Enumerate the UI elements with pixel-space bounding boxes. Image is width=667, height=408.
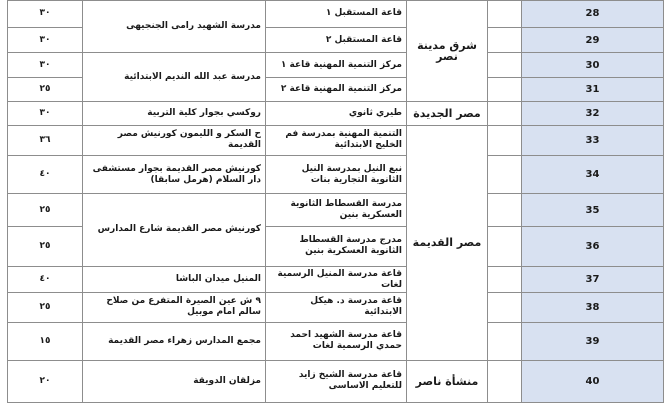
table-row (8, 266, 664, 293)
capacity-cell: ١٥ (8, 322, 83, 360)
school-name-cell: قاعة مدرسة المنيل الرسمية لغات (266, 266, 407, 293)
empty-cell (488, 293, 522, 322)
empty-cell (488, 125, 522, 155)
empty-cell (488, 102, 522, 125)
row-number-cell: 40 (522, 360, 664, 402)
table-row (8, 155, 664, 193)
row-number-cell: 38 (522, 293, 664, 322)
school-location-cell: مجمع المدارس زهراء مصر القديمة (83, 322, 266, 360)
table-row (8, 125, 664, 155)
school-name-cell: مركز التنمية المهنية قاعة ٢ (266, 77, 407, 101)
school-location-cell: كورنيش مصر القديمة شارع المدارس (83, 194, 266, 266)
empty-cell (488, 77, 522, 101)
row-number-cell: 39 (522, 322, 664, 360)
region-cell: مصر الجديدة (407, 102, 488, 125)
school-location-cell: ح السكر و الليمون كورنيش مصر القديمة (83, 125, 266, 155)
capacity-cell: ٣٦ (8, 125, 83, 155)
school-name-cell: مدرسة القسطاط الثانوية العسكرية بنين (266, 194, 407, 227)
capacity-cell: ٣٠ (8, 1, 83, 28)
empty-cell (488, 266, 522, 293)
row-number-cell: 28 (522, 1, 664, 28)
committees-table (7, 0, 664, 403)
school-location-cell: مدرسة الشهيد رامى الجنجيهى (83, 1, 266, 53)
empty-cell (488, 1, 522, 28)
school-name-cell: قاعة مدرسة الشيخ زايد للتعليم الاساسى (266, 360, 407, 402)
table-row (8, 293, 664, 322)
table-row (8, 53, 664, 77)
region-cell: منشأة ناصر (407, 360, 488, 402)
school-name-cell: طيري ثانوي (266, 102, 407, 125)
school-name-cell: قاعة مدرسة الشهيد احمد حمدي الرسمية لغات (266, 322, 407, 360)
row-number-cell: 37 (522, 266, 664, 293)
row-number-cell: 30 (522, 53, 664, 77)
empty-cell (488, 194, 522, 227)
school-name-cell: قاعة المستقبل ١ (266, 1, 407, 28)
empty-cell (488, 27, 522, 53)
empty-cell (488, 322, 522, 360)
capacity-cell: ٢٥ (8, 227, 83, 267)
table-row (8, 194, 664, 227)
school-name-cell: قاعة المستقبل ٢ (266, 27, 407, 53)
school-name-cell: التنمية المهنية بمدرسة فم الخليج الابتدائية (266, 125, 407, 155)
empty-cell (488, 360, 522, 402)
school-location-cell: ٩ ش عين الصيرة المتفرع من صلاح سالم امام موبيل (83, 293, 266, 322)
empty-cell (488, 53, 522, 77)
school-location-cell: كورنيش مصر القديمة بجوار مستشفى دار السلام (هرمل سابقا) (83, 155, 266, 193)
row-number-cell: 29 (522, 27, 664, 53)
table-row (8, 102, 664, 125)
capacity-cell: ٢٠ (8, 360, 83, 402)
school-location-cell: المنيل ميدان الباشا (83, 266, 266, 293)
school-name-cell: مدرج مدرسة القسطاط الثانوية العسكرية بنين (266, 227, 407, 267)
row-number-cell: 34 (522, 155, 664, 193)
school-name-cell: مركز التنمية المهنية قاعة ١ (266, 53, 407, 77)
capacity-cell: ٣٠ (8, 102, 83, 125)
empty-cell (488, 155, 522, 193)
row-number-cell: 33 (522, 125, 664, 155)
school-location-cell: مدرسة عبد الله النديم الابتدائية (83, 53, 266, 102)
school-location-cell: مزلقان الدويقة (83, 360, 266, 402)
school-location-cell: روكسي بجوار كلية التربية (83, 102, 266, 125)
region-cell: شرق مدينة نصر (407, 1, 488, 102)
capacity-cell: ٤٠ (8, 155, 83, 193)
capacity-cell: ٢٥ (8, 194, 83, 227)
capacity-cell: ٤٠ (8, 266, 83, 293)
school-name-cell: قاعة مدرسة د. هيكل الابتدائية (266, 293, 407, 322)
row-number-cell: 31 (522, 77, 664, 101)
empty-cell (488, 227, 522, 267)
capacity-cell: ٣٠ (8, 53, 83, 77)
table-row (8, 360, 664, 402)
capacity-cell: ٣٠ (8, 27, 83, 53)
row-number-cell: 35 (522, 194, 664, 227)
school-name-cell: نبع النيل بمدرسة النيل الثانوية التجارية بنات (266, 155, 407, 193)
table-row (8, 1, 664, 28)
region-cell: مصر القديمة (407, 125, 488, 360)
row-number-cell: 32 (522, 102, 664, 125)
row-number-cell: 36 (522, 227, 664, 267)
table-row (8, 322, 664, 360)
capacity-cell: ٢٥ (8, 293, 83, 322)
capacity-cell: ٢٥ (8, 77, 83, 101)
